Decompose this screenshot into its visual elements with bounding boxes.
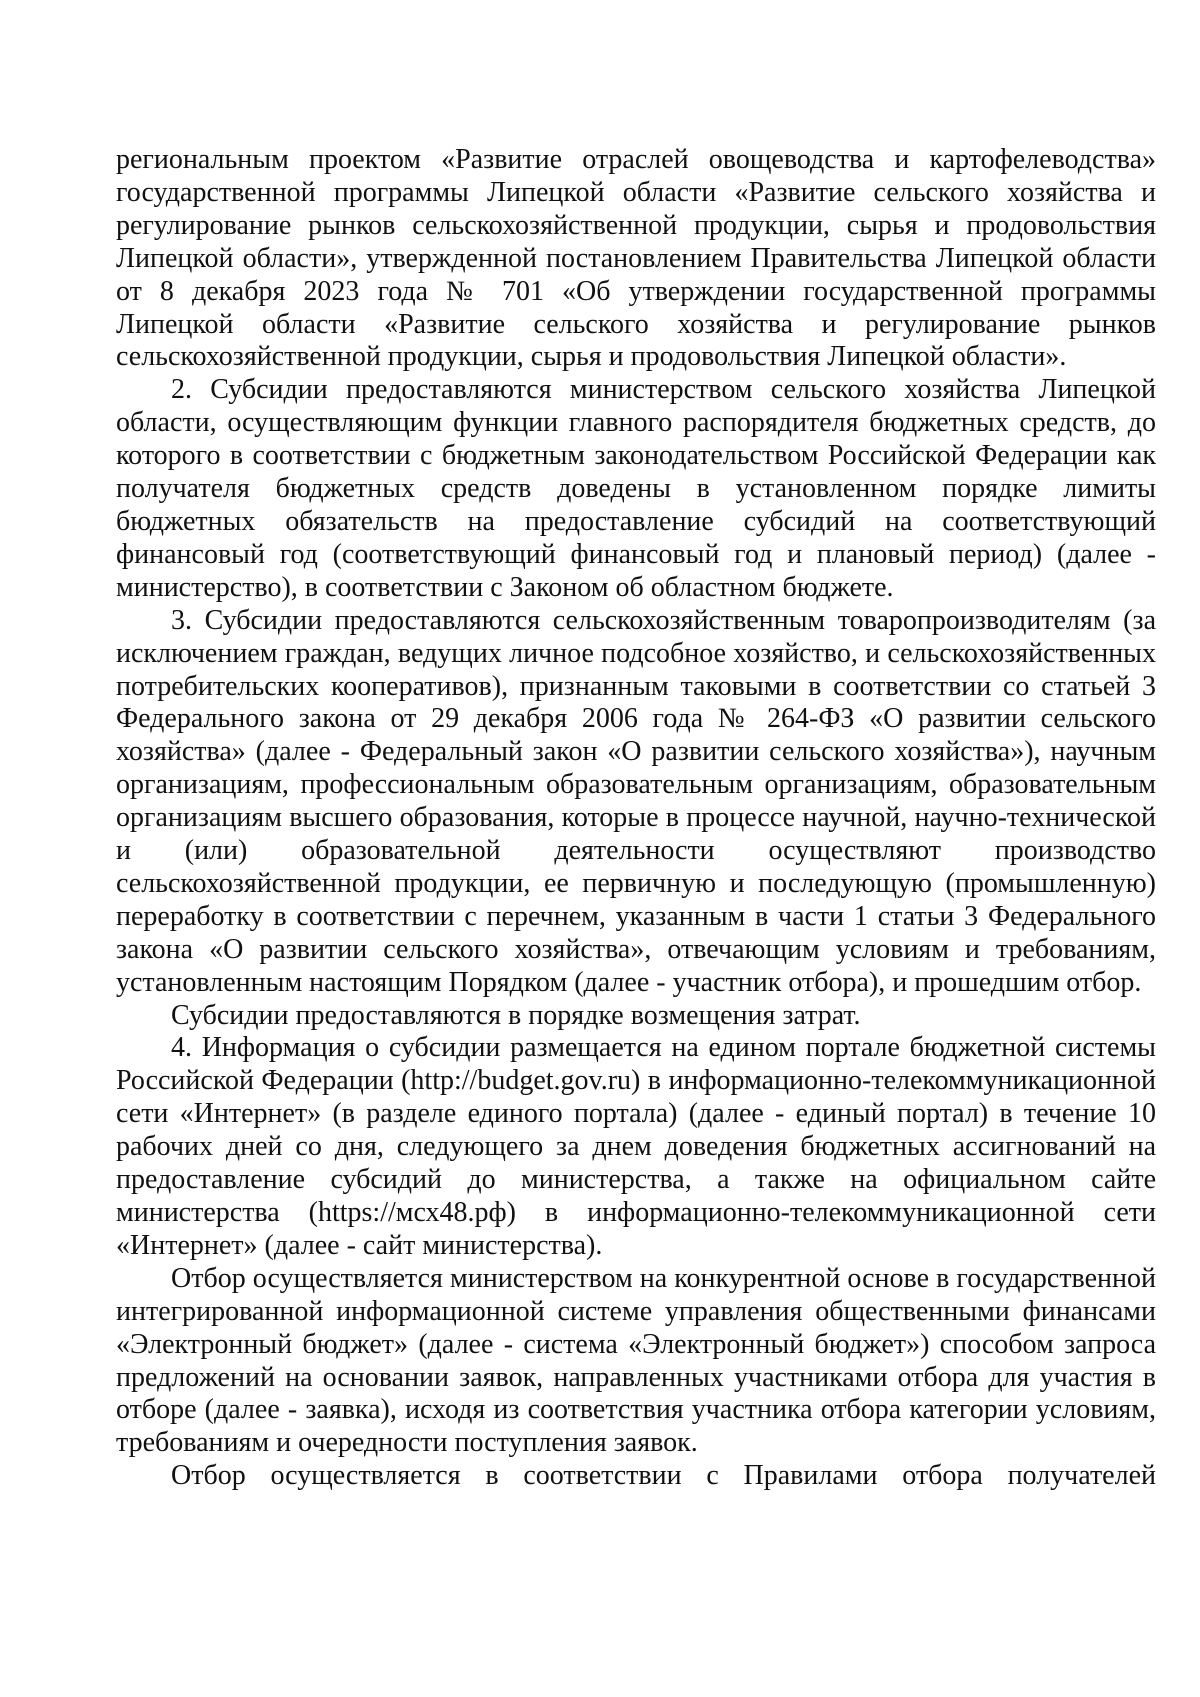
document-body <box>116 144 1156 1493</box>
paragraph-selection-basis: Отбор осуществляется министерством на конкурентной основе в государственной интегрированной информационной системе управления общественными финансами «Электронный бюджет» (далее - система «Электронный бюджет») способом запроса предложений на основании заявок, направленных участниками отбора для участия в отборе (далее - заявка), исходя из соответствия участника отбора категории условиям, требованиям и очередности поступления заявок. <box>116 1262 1156 1459</box>
paragraph-selection-rules: Отбор осуществляется в соответствии с Правилами отбора получателей <box>171 1460 1156 1492</box>
paragraph-continuation: региональным проектом «Развитие отраслей овощеводства и картофелеводства» государственной программы Липецкой области «Развитие сельского хозяйства и регулирование рынков сельскохозяйственной продукции, сырья и продовольствия Липецкой области», утвержденной постановлением Правительства Липецкой области от 8 декабря 2023 года № 701 «Об утверждении государственной программы Липецкой области «Развитие сельского хозяйства и регулирование рынков сельскохозяйственной продукции, сырья и продовольствия Липецкой области». <box>116 144 1156 373</box>
paragraph-clause-3: 3. Субсидии предоставляются сельскохозяйственным товаропроизводителям (за исключением граждан, ведущих личное подсобное хозяйство, и сельскохозяйственных потребительских кооперативов), признанным таковыми в соответствии со статьей 3 Федерального закона от 29 декабря 2006 года № 264-ФЗ «О развитии сельского хозяйства» (далее - Федеральный закон «О развитии сельского хозяйства»), научным организациям, профессиональным образовательным организациям, образовательным организациям высшего образования, которые в процессе научной, научно-технической и (или) образовательной деятельности осуществляют производство сельскохозяйственной продукции, ее первичную и последующую (промышленную) переработку в соответствии с перечнем, указанным в части 1 статьи 3 Федерального закона «О развитии сельского хозяйства», отвечающим условиям и требованиям, установленным настоящим Порядком (далее - участник отбора), и прошедшим отбор. <box>116 604 1156 998</box>
paragraph-clause-2: 2. Субсидии предоставляются министерством сельского хозяйства Липецкой области, осуществляющим функции главного распорядителя бюджетных средств, до которого в соответствии с бюджетным законодательством Российской Федерации как получателя бюджетных средств доведены в установленном порядке лимиты бюджетных обязательств на предоставление субсидий на соответствующий финансовый год (соответствующий финансовый год и плановый период) (далее - министерство), в соответствии с Законом об областном бюджете. <box>116 374 1156 603</box>
paragraph-clause-4: 4. Информация о субсидии размещается на едином портале бюджетной системы Российской Федерации (http://budget.gov.ru) в информационно-телекоммуникационной сети «Интернет» (в разделе единого портала) (далее - единый портал) в течение 10 рабочих дней со дня, следующего за днем доведения бюджетных ассигнований на предоставление субсидий до министерства, а также на официальном сайте министерства (https://мсх48.рф) в информационно-телекоммуникационной сети «Интернет» (далее - сайт министерства). <box>116 1032 1156 1261</box>
paragraph-reimbursement-note: Субсидии предоставляются в порядке возмещения затрат. <box>171 999 861 1031</box>
